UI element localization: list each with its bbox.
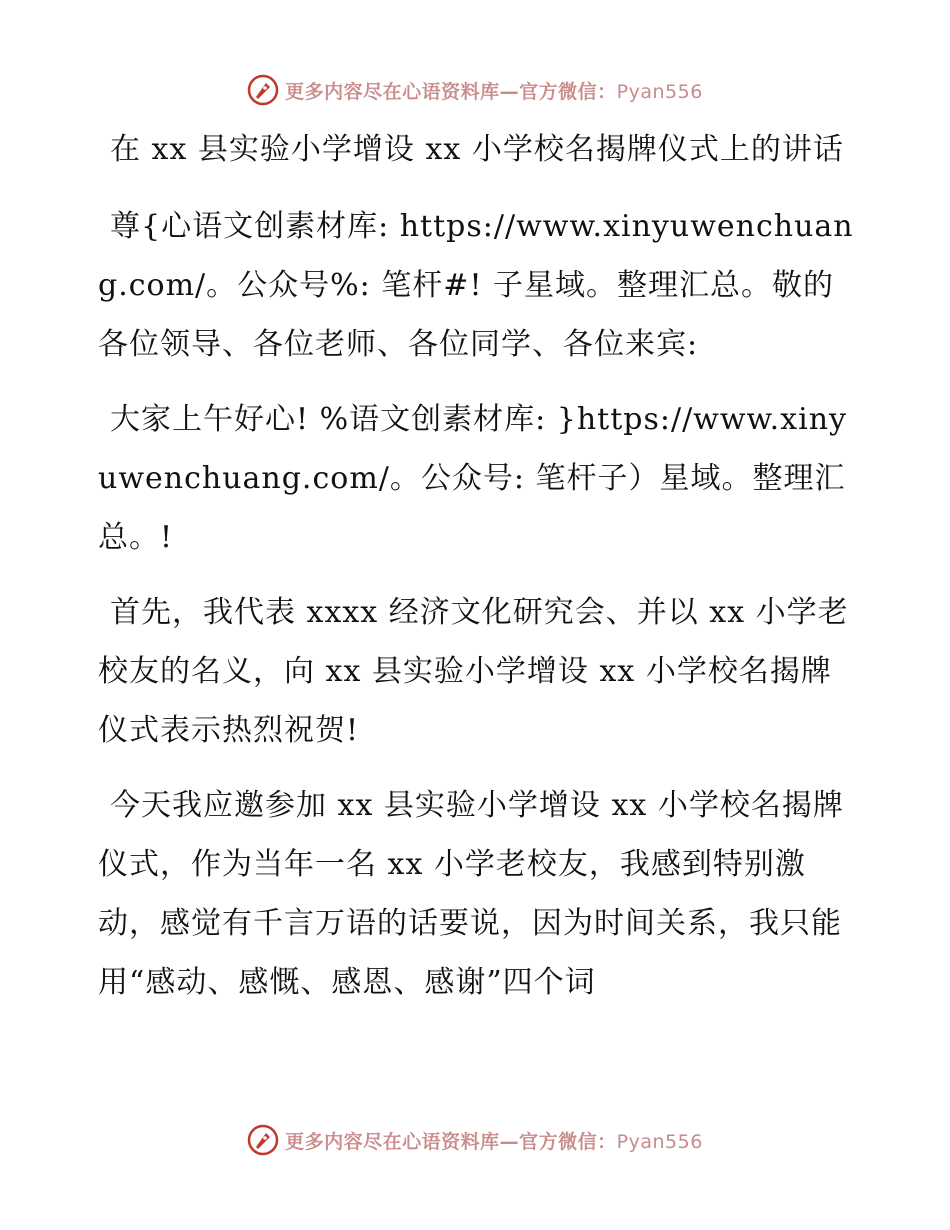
header-banner bbox=[0, 70, 950, 110]
banner-label: 更多内容尽在心语资料库—官方微信： bbox=[285, 1130, 617, 1153]
pen-nib-circle-icon bbox=[247, 1124, 279, 1156]
banner-text bbox=[285, 1127, 703, 1154]
paragraph-2: 大家上午好心! %语文创素材库: }https://www.xinyuwenchuang.com/。公众号: 笔杆子）星域。整理汇总。! bbox=[98, 402, 847, 555]
banner-wechat-id: Pyan556 bbox=[616, 1130, 703, 1153]
document-title: 在 xx 县实验小学增设 xx 小学校名揭牌仪式上的讲话 bbox=[110, 132, 844, 167]
banner-wechat-id: Pyan556 bbox=[616, 80, 703, 103]
footer-banner bbox=[0, 1120, 950, 1160]
document-body bbox=[98, 120, 858, 1028]
banner-label: 更多内容尽在心语资料库—官方微信： bbox=[285, 80, 617, 103]
paragraph-1: 尊{心语文创素材库: https://www.xinyuwenchuang.com/。公众号%: 笔杆#! 子星域。整理汇总。敬的各位领导、各位老师、各位同学、各位来宾: bbox=[98, 209, 854, 362]
paragraph-4: 今天我应邀参加 xx 县实验小学增设 xx 小学校名揭牌仪式，作为当年一名 xx 小学老校友，我感到特别激动，感觉有千言万语的话要说，因为时间关系，我只能用“感动、感慨、感恩、感谢”四个词 bbox=[98, 788, 844, 1000]
banner-text bbox=[285, 77, 703, 104]
paragraph-3: 首先，我代表 xxxx 经济文化研究会、并以 xx 小学老校友的名义，向 xx 县实验小学增设 xx 小学校名揭牌仪式表示热烈祝贺! bbox=[98, 595, 849, 748]
pen-nib-circle-icon bbox=[247, 74, 279, 106]
